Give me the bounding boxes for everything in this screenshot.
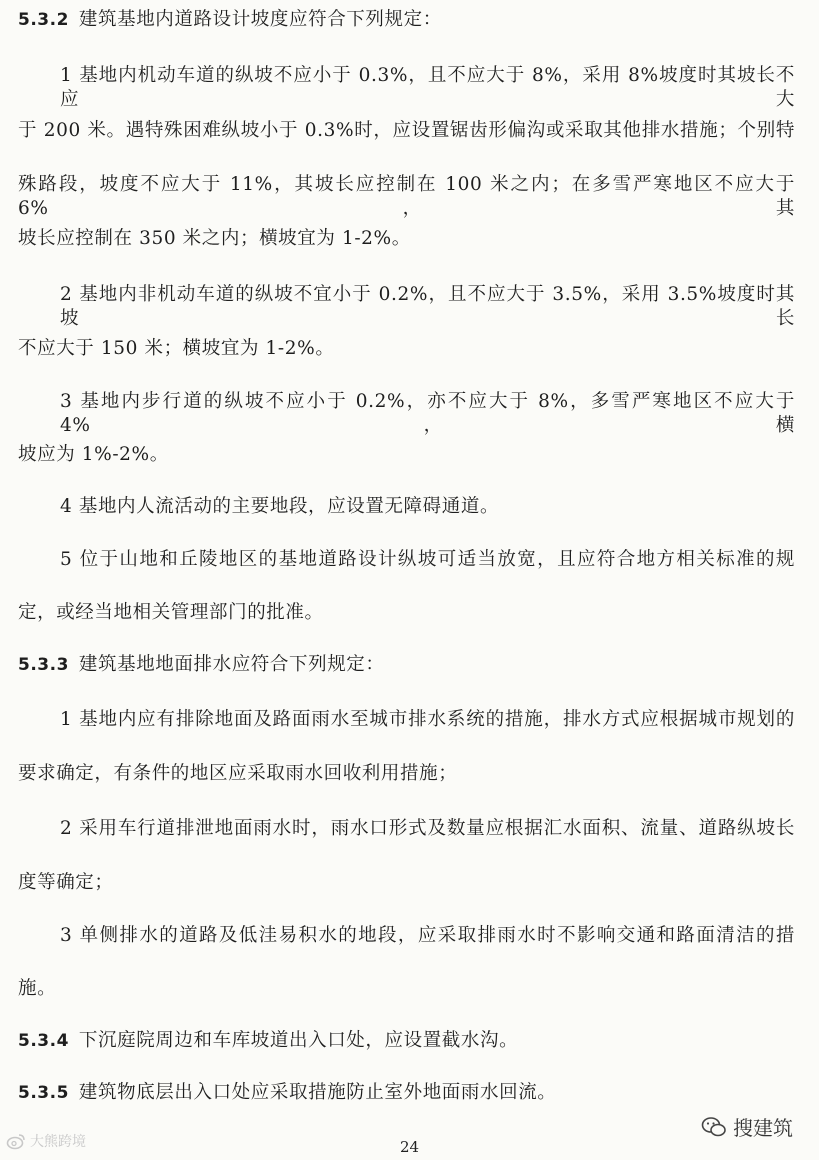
page-number: 24 (399, 1138, 420, 1156)
watermark-right-text: 搜建筑 (733, 1116, 793, 1140)
section-title: 建筑基地地面排水应符合下列规定： (78, 654, 385, 675)
paragraph-line: 2 采用车行道排泄地面雨水时，雨水口形式及数量应根据汇水面积、流量、道路纵坡长 (60, 818, 795, 839)
wechat-icon (701, 1116, 727, 1138)
weibo-icon (6, 1132, 26, 1150)
section-number: 5.3.3 (18, 655, 69, 675)
paragraph-line: 5 位于山地和丘陵地区的基地道路设计纵坡可适当放宽，且应符合地方相关标准的规 (60, 549, 795, 570)
paragraph-line: 度等确定； (18, 872, 114, 893)
paragraph-line: 定，或经当地相关管理部门的批准。 (18, 602, 324, 623)
section-title: 建筑物底层出入口处应采取措施防止室外地面雨水回流。 (78, 1082, 557, 1103)
section-number: 5.3.5 (18, 1083, 69, 1103)
watermark-right (701, 1112, 793, 1141)
paragraph-line: 殊路段，坡度不应大于 11%，其坡长应控制在 100 米之内；在多雪严寒地区不应大于 6%，其 (18, 174, 795, 219)
paragraph-line: 不应大于 150 米；横坡宜为 1-2%。 (18, 338, 335, 359)
section-heading (18, 1029, 795, 1053)
section-title: 下沉庭院周边和车库坡道出入口处，应设置截水沟。 (78, 1030, 519, 1051)
paragraph-line: 4 基地内人流活动的主要地段，应设置无障碍通道。 (60, 496, 500, 517)
paragraph-line: 施。 (18, 978, 57, 999)
paragraph-line: 2 基地内非机动车道的纵坡不宜小于 0.2%，且不应大于 3.5%，采用 3.5%坡度时其坡长 (60, 284, 795, 329)
paragraph-line: 于 200 米。遇特殊困难纵坡小于 0.3%时，应设置锯齿形偏沟或采取其他排水措施；个别特 (18, 120, 795, 141)
section-title: 建筑基地内道路设计坡度应符合下列规定： (78, 9, 442, 30)
paragraph-line: 3 单侧排水的道路及低洼易积水的地段，应采取排雨水时不影响交通和路面清洁的措 (60, 925, 795, 946)
paragraph-line: 坡长应控制在 350 米之内；横坡宜为 1-2%。 (18, 228, 411, 249)
section-number: 5.3.4 (18, 1031, 69, 1051)
section-heading (18, 653, 795, 677)
section-heading (18, 1081, 795, 1105)
section-number: 5.3.2 (18, 10, 69, 30)
paragraph-line: 1 基地内应有排除地面及路面雨水至城市排水系统的措施，排水方式应根据城市规划的 (60, 709, 795, 730)
watermark-left (6, 1131, 86, 1151)
paragraph-line: 3 基地内步行道的纵坡不应小于 0.2%，亦不应大于 8%，多雪严寒地区不应大于 4%，横 (60, 391, 795, 436)
paragraph-line: 1 基地内机动车道的纵坡不应小于 0.3%，且不应大于 8%，采用 8%坡度时其坡长不应大 (60, 65, 795, 110)
paragraph-line: 要求确定，有条件的地区应采取雨水回收利用措施； (18, 763, 458, 784)
watermark-left-text: 大熊跨境 (30, 1134, 86, 1150)
section-heading (18, 8, 795, 32)
paragraph-line: 坡应为 1%-2%。 (18, 444, 169, 465)
